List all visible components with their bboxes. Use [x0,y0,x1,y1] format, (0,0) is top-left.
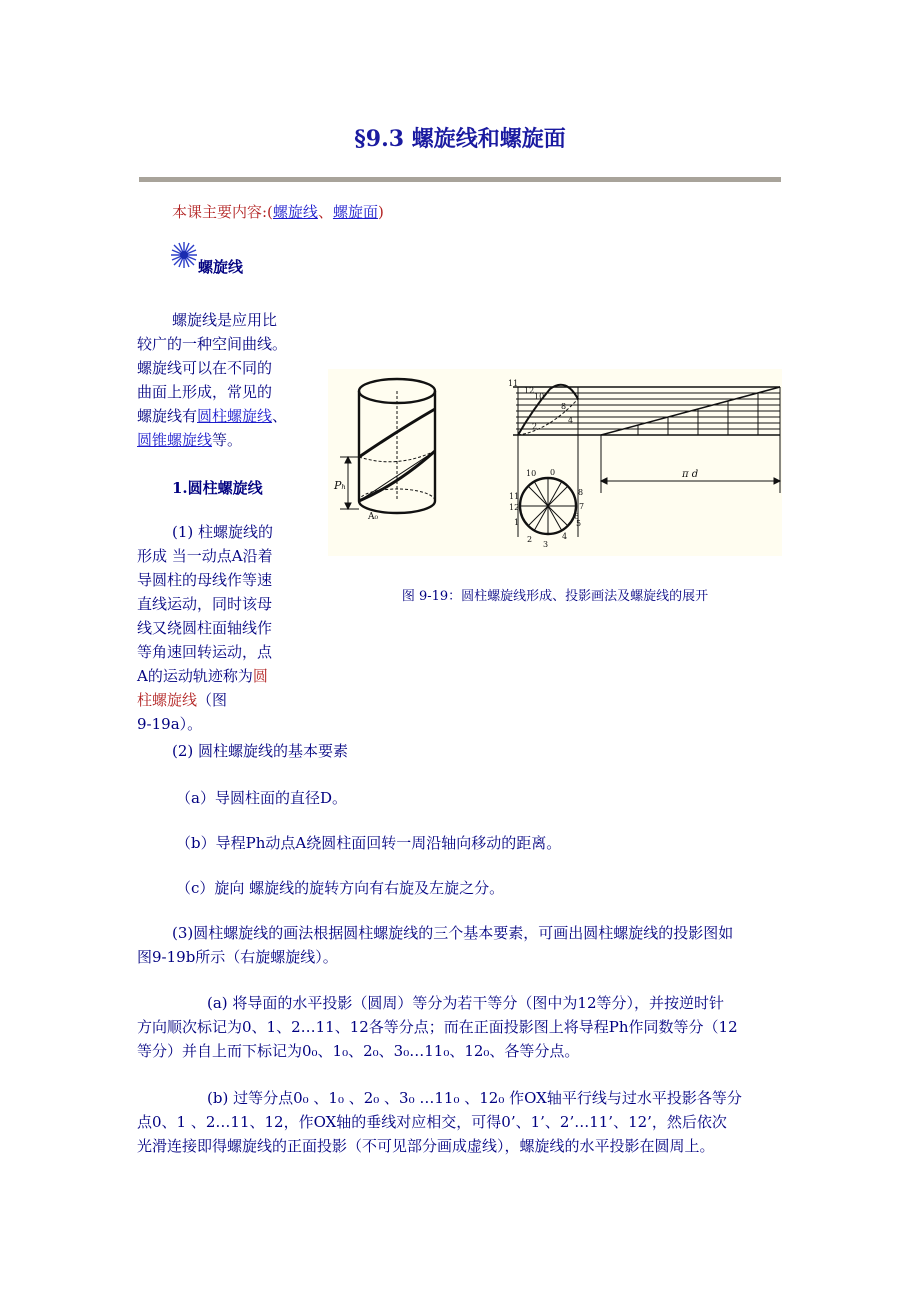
label-num: 11 [509,492,520,501]
label-num: 2 [527,535,533,544]
para2-line: 线又绕圆柱面轴线作 [137,619,273,637]
label-pi-d: π d [682,469,699,480]
label-ph: Pₕ [334,479,347,492]
helix-formation-paragraph [137,520,307,736]
helix-intro-paragraph [137,308,307,452]
para1-line: 螺旋线可以在不同的 [137,359,273,377]
label-num: 12 [509,503,520,512]
section-heading-helix: 螺旋线 [198,258,244,276]
label-num: 4 [568,416,574,425]
helix-diagram [328,369,782,556]
contents-close: ) [377,203,384,221]
label-num: 10 [534,392,545,401]
para1-line [137,404,307,428]
para3-line: (3)圆柱螺旋线的画法根据圆柱螺旋线的三个基本要素，可画出圆柱螺旋线的投影图如 [172,924,734,942]
para2-text: A的运动轨迹称为 [137,667,253,685]
step-a-paragraph [137,991,797,1063]
para1-line: 较广的一种空间曲线。 [137,335,288,353]
course-contents [172,200,384,224]
para2-text: （图 [197,691,228,709]
para2-red-text: 柱螺旋线 [137,691,198,709]
para2-line: 导圆柱的母线作等速 [137,571,273,589]
figure-9-19 [328,369,782,556]
label-num: 12 [524,386,535,395]
basic-elements-heading: (2) 圆柱螺旋线的基本要素 [172,742,349,760]
para2-line: 形成 当一动点A沿着 [137,547,273,565]
para2-line: 9-19a）。 [137,715,203,733]
link-helix[interactable]: 螺旋线 [272,203,318,221]
label-num: 7 [579,502,585,511]
label-num: 5 [576,519,582,528]
para5-line: (b) 过等分点0₀ 、1₀ 、2₀ 、3₀ …11₀ 、12₀ 作OX轴平行线与过水平投影各等分 [207,1089,742,1107]
label-a0: A₀ [368,512,379,522]
drawing-method-paragraph [137,921,797,969]
para5-line: 点0、1 、2…11、12，作OX轴的垂线对应相交，可得0’、1’、2’…11’、12’，然后依次 [137,1113,727,1131]
label-num: 10 [526,469,537,478]
label-num: 11 [508,379,519,388]
label-num: 6 [574,512,580,521]
label-num: 8 [578,488,584,497]
para2-line [137,688,307,712]
element-b: （b）导程Ph动点A绕圆柱面回转一周沿轴向移动的距离。 [176,834,562,852]
para1-line: 曲面上形成，常见的 [137,383,273,401]
label-num: 0 [550,468,556,477]
para2-line: 等角速回转运动，点 [137,643,273,661]
para1-text: 螺旋线有 [137,407,198,425]
para2-line: 直线运动，同时该母 [137,595,273,613]
figure-caption: 图 9-19：圆柱螺旋线形成、投影画法及螺旋线的展开 [401,589,709,604]
contents-separator: 、 [317,203,333,221]
para1-line [137,428,307,452]
label-num: 1 [514,518,520,527]
label-num: 8 [561,402,567,411]
para5-line: 光滑连接即得螺旋线的正面投影（不可见部分画成虚线），螺旋线的水平投影在圆周上。 [137,1137,715,1155]
para2-line: (1) 柱螺旋线的 [172,523,274,541]
para4-line: (a) 将导面的水平投影（圆周）等分为若干等分（图中为12等分），并按逆时针 [207,994,725,1012]
link-conical-helix[interactable]: 圆锥螺旋线 [137,431,213,449]
para2-red-text: 圆 [252,667,268,685]
label-num: 2 [532,422,538,431]
label-num: 4 [562,532,568,541]
title-divider [139,177,781,182]
page-title: §9.3 螺旋线和螺旋面 [354,126,566,152]
para4-line: 等分）并自上而下标记为0₀、1₀、2₀、3₀…11₀、12₀、各等分点。 [137,1042,580,1060]
para4-line: 方向顺次标记为0、1、2…11、12各等分点；而在正面投影图上将导程Ph作同数等分（12 [137,1018,738,1036]
para1-line: 螺旋线是应用比 [172,311,278,329]
subheading-cylindrical-helix: 1.圆柱螺旋线 [172,479,263,497]
element-c: （c）旋向 螺旋线的旋转方向有右旋及左旋之分。 [176,879,505,897]
para1-text: 等。 [212,431,243,449]
link-cylindrical-helix[interactable]: 圆柱螺旋线 [197,407,273,425]
starburst-icon [170,241,198,269]
label-num: 3 [543,540,549,549]
element-a: （a）导圆柱面的直径D。 [176,789,347,807]
step-b-paragraph [137,1086,797,1158]
para1-text: 、 [272,407,288,425]
contents-label: 本课主要内容:( [172,203,273,221]
link-helicoid[interactable]: 螺旋面 [332,203,378,221]
para2-line [137,664,307,688]
para3-line: 图9-19b所示（右旋螺旋线）。 [137,948,338,966]
